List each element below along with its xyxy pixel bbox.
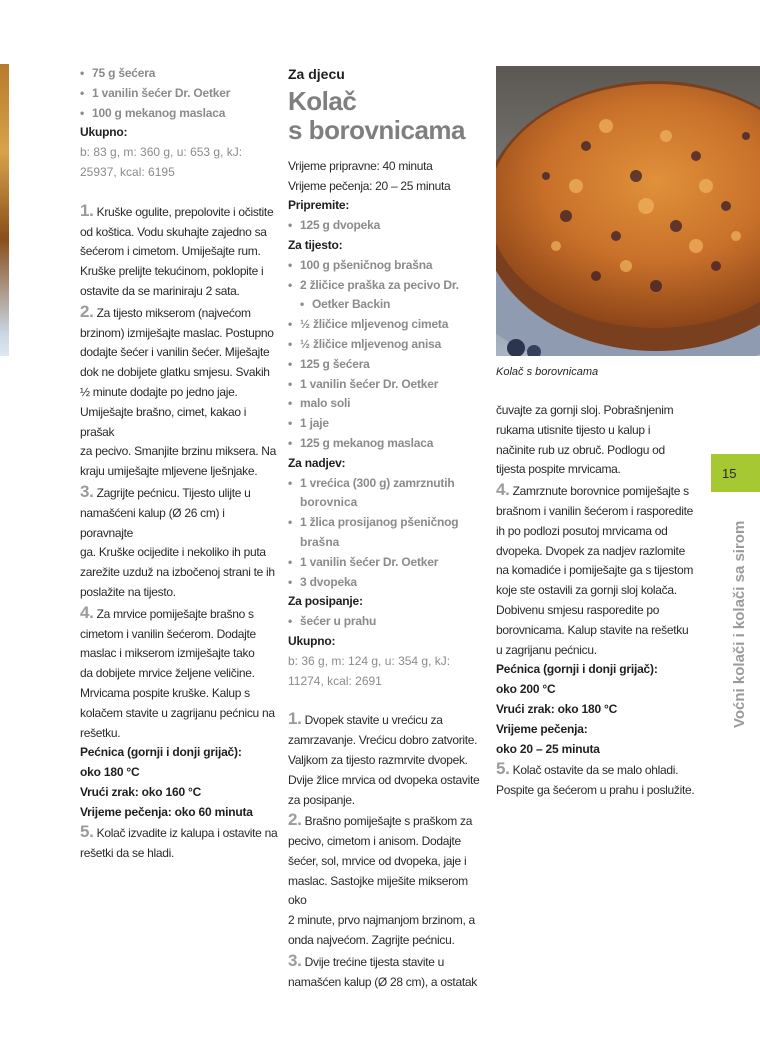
bake-info: Vrijeme pečenja: oko 60 minuta	[80, 804, 253, 819]
time-info: Vrijeme pripravne: 40 minuta	[288, 158, 433, 173]
step-number: 4.	[496, 480, 510, 500]
step-line: Dvije žlice mrvica od dvopeka ostavite	[288, 772, 480, 787]
section-label: Za tijesto:	[288, 237, 343, 252]
bake-info: Vrući zrak: oko 180 °C	[496, 701, 618, 716]
step-line: šećerom i cimetom. Umiješajte rum.	[80, 244, 261, 259]
column-middle	[288, 64, 488, 992]
total-label: Ukupno:	[288, 633, 336, 648]
step-line: u zagrijanu pećnicu.	[496, 642, 597, 657]
step-line: da dobijete mrvice željene veličine.	[80, 666, 255, 681]
step-line: za pecivo. Smanjite brzinu miksera. Na	[80, 444, 277, 459]
step-line: rukama utisnite tijesto u kalup i	[496, 422, 651, 437]
page-number-tab	[711, 454, 760, 492]
step-line: 2. Brašno pomiješajte s praškom za	[288, 810, 473, 830]
ingredient-cont: borovnica	[300, 495, 358, 510]
ingredient: • 1 vanilin šećer Dr. Oetker	[288, 375, 488, 395]
step-line: borovnicama. Kalup stavite na rešetku	[496, 622, 689, 637]
step-number: 5.	[80, 822, 94, 842]
total-line: b: 83 g, m: 360 g, u: 653 g, kJ:	[80, 145, 243, 160]
ingredient-cont: brašna	[300, 534, 340, 549]
step-number: 2.	[80, 301, 94, 321]
ingredient: • 125 g šećera	[288, 355, 488, 375]
step-line: brzinom) izmiješajte maslac. Postupno	[80, 325, 274, 340]
step-line: Mrvicama pospite kruške. Kalup s	[80, 685, 250, 700]
ingredient: • 1 jaje	[288, 414, 488, 434]
step-line: 1. Dvopek stavite u vrećicu za	[288, 709, 443, 729]
step-line: ½ minute dodajte po jedno jaje.	[80, 384, 238, 399]
ingredient: • 1 vanilin šećer Dr. Oetker	[288, 553, 488, 573]
step-line: namašćen kalup (Ø 28 cm), a ostatak	[288, 974, 477, 989]
step-line: čuvajte za gornji sloj. Pobrašnjenim	[496, 403, 674, 417]
ingredient: • 100 g mekanog maslaca	[80, 104, 278, 124]
step-line: rešetki da se hladi.	[80, 846, 175, 861]
step-number: 3.	[80, 481, 94, 501]
bake-info: oko 180 °C	[80, 765, 140, 780]
ingredient: • malo soli	[288, 394, 488, 414]
step-line: ih po podlozi posutoj mrvicama od	[496, 523, 668, 538]
bake-info: oko 20 – 25 minuta	[496, 741, 600, 756]
ingredient: • 1 vrećica (300 g) zamrznutih	[288, 474, 488, 494]
ingredient: • 3 dvopeka	[288, 573, 488, 593]
blueberry-cake-photo	[496, 66, 760, 356]
step-line: zamrzavanje. Vrećicu dobro zatvorite.	[288, 733, 478, 748]
step-line: Umiješajte brašno, cimet, kakao i prašak	[80, 404, 247, 439]
bake-info: Pećnica (gornji i donji grijač):	[496, 662, 658, 677]
step-line: cimetom i vanilin šećerom. Dodajte	[80, 626, 256, 641]
ingredient: • 100 g pšeničnog brašna	[288, 256, 488, 276]
bake-info: oko 200 °C	[496, 682, 556, 697]
photo-caption: Kolač s borovnicama	[496, 366, 599, 378]
step-line: načinite rub uz obruč. Podlogu od	[496, 442, 665, 457]
step-line: koje ste ostavili za gornji sloj kolača.	[496, 583, 677, 598]
step-line: maslac. Sastojke miješite mikserom oko	[288, 873, 468, 908]
category-label: Za djecu	[288, 66, 345, 82]
step-line: 2 minute, prvo najmanjom brzinom, a	[288, 913, 475, 928]
step-line: od koštica. Vodu skuhajte zajedno sa	[80, 224, 267, 239]
step-line: dok ne dobijete glatku smjesu. Svakih	[80, 365, 270, 380]
step-line: maslac i mikserom izmiješajte tako	[80, 646, 255, 661]
step-line: 3. Zagrijte pećnicu. Tijesto ulijte u	[80, 481, 251, 501]
step-line: šećer, sol, mrvice od dvopeka, jaje i	[288, 853, 467, 868]
step-line: brašnom i vanilin šećerom i rasporedite	[496, 503, 694, 518]
step-line: 1. Kruške ogulite, prepolovite i očistite	[80, 200, 274, 220]
section-label: Pripremite:	[288, 198, 350, 213]
ingredient: • 75 g šećera	[80, 64, 278, 84]
step-line: namašćeni kalup (Ø 26 cm) i poravnajte	[80, 505, 225, 540]
step-number: 2.	[288, 810, 302, 830]
step-line: 4. Zamrznute borovnice pomiješajte s	[496, 480, 689, 500]
step-line: Pospite ga šećerom u prahu i poslužite.	[496, 783, 695, 798]
step-line: dvopeka. Dvopek za nadjev razlomite	[496, 543, 685, 558]
step-number: 3.	[288, 950, 302, 970]
time-info: Vrijeme pečenja: 20 – 25 minuta	[288, 178, 451, 193]
step-line: 2. Za tijesto mikserom (najvećom	[80, 301, 251, 321]
page-number: 15	[722, 466, 737, 481]
ingredient: • 2 žličice praška za pecivo Dr.	[288, 276, 488, 296]
bake-info: Vrijeme pečenja:	[496, 721, 588, 736]
ingredient: • šećer u prahu	[288, 612, 488, 632]
step-line: ostavite da se mariniraju 2 sata.	[80, 283, 240, 298]
step-line: Valjkom za tijesto razmrvite dvopek.	[288, 752, 468, 767]
section-label: Za posipanje:	[288, 594, 363, 609]
total-line: b: 36 g, m: 124 g, u: 354 g, kJ:	[288, 653, 451, 668]
step-number: 1.	[80, 200, 94, 220]
step-line: 3. Dvije trećine tijesta stavite u	[288, 950, 445, 970]
ingredient: • 125 g mekanog maslaca	[288, 434, 488, 454]
step-line: kolačem stavite u zagrijanu pećnicu na	[80, 705, 275, 720]
step-line: rešetku.	[80, 725, 121, 740]
step-line: 5. Kolač ostavite da se malo ohladi.	[496, 759, 679, 779]
step-line: 4. Za mrvice pomiješajte brašno s	[80, 602, 254, 622]
bake-info: Vrući zrak: oko 160 °C	[80, 784, 202, 799]
step-line: zarežite uzduž na izbočenoj strani te ih	[80, 565, 275, 580]
total-line: 11274, kcal: 2691	[288, 673, 382, 688]
step-line: za posipanje.	[288, 792, 355, 807]
step-number: 1.	[288, 709, 302, 729]
step-number: 5.	[496, 759, 510, 779]
bake-info: Pećnica (gornji i donji grijač):	[80, 745, 242, 760]
step-line: ga. Kruške ocijedite i nekoliko ih puta	[80, 545, 266, 560]
step-line: Dobivenu smjesu rasporedite po	[496, 602, 660, 617]
step-line: tijesta pospite mrvicama.	[496, 462, 621, 477]
step-line: pecivo, cimetom i anisom. Dodajte	[288, 834, 461, 849]
ingredient: • 1 žlica prosijanog pšeničnog	[288, 513, 488, 533]
total-line: 25937, kcal: 6195	[80, 164, 175, 179]
left-photo-edge	[0, 64, 9, 356]
step-line: Kruške prelijte tekućinom, poklopite i	[80, 264, 264, 279]
ingredient: • 1 vanilin šećer Dr. Oetker	[80, 84, 278, 104]
total-label: Ukupno:	[80, 125, 128, 140]
step-line: 5. Kolač izvadite iz kalupa i ostavite na	[80, 822, 278, 842]
ingredient: • ½ žličice mljevenog cimeta	[288, 315, 488, 335]
recipe-title: Kolač s borovnicama	[288, 85, 466, 145]
ingredient: • 125 g dvopeka	[288, 216, 488, 236]
section-label: Za nadjev:	[288, 455, 346, 470]
step-line: kraju umiješajte mljevene lješnjake.	[80, 464, 258, 479]
column-right	[496, 401, 706, 801]
step-line: na komadiće i pomiješajte ga s tijestom	[496, 563, 694, 578]
ingredient: • ½ žličice mljevenog anisa	[288, 335, 488, 355]
step-number: 4.	[80, 602, 94, 622]
ingredient-cont: • Oetker Backin	[288, 295, 488, 315]
step-line: dodajte šećer i vanilin šećer. Miješajte	[80, 345, 270, 360]
chapter-title: Voćni kolači i kolači sa sirom	[731, 520, 748, 728]
column-left	[80, 64, 278, 864]
step-line: poslažite na tijesto.	[80, 584, 176, 599]
step-line: onda najvećom. Zagrijte pećnicu.	[288, 933, 455, 948]
